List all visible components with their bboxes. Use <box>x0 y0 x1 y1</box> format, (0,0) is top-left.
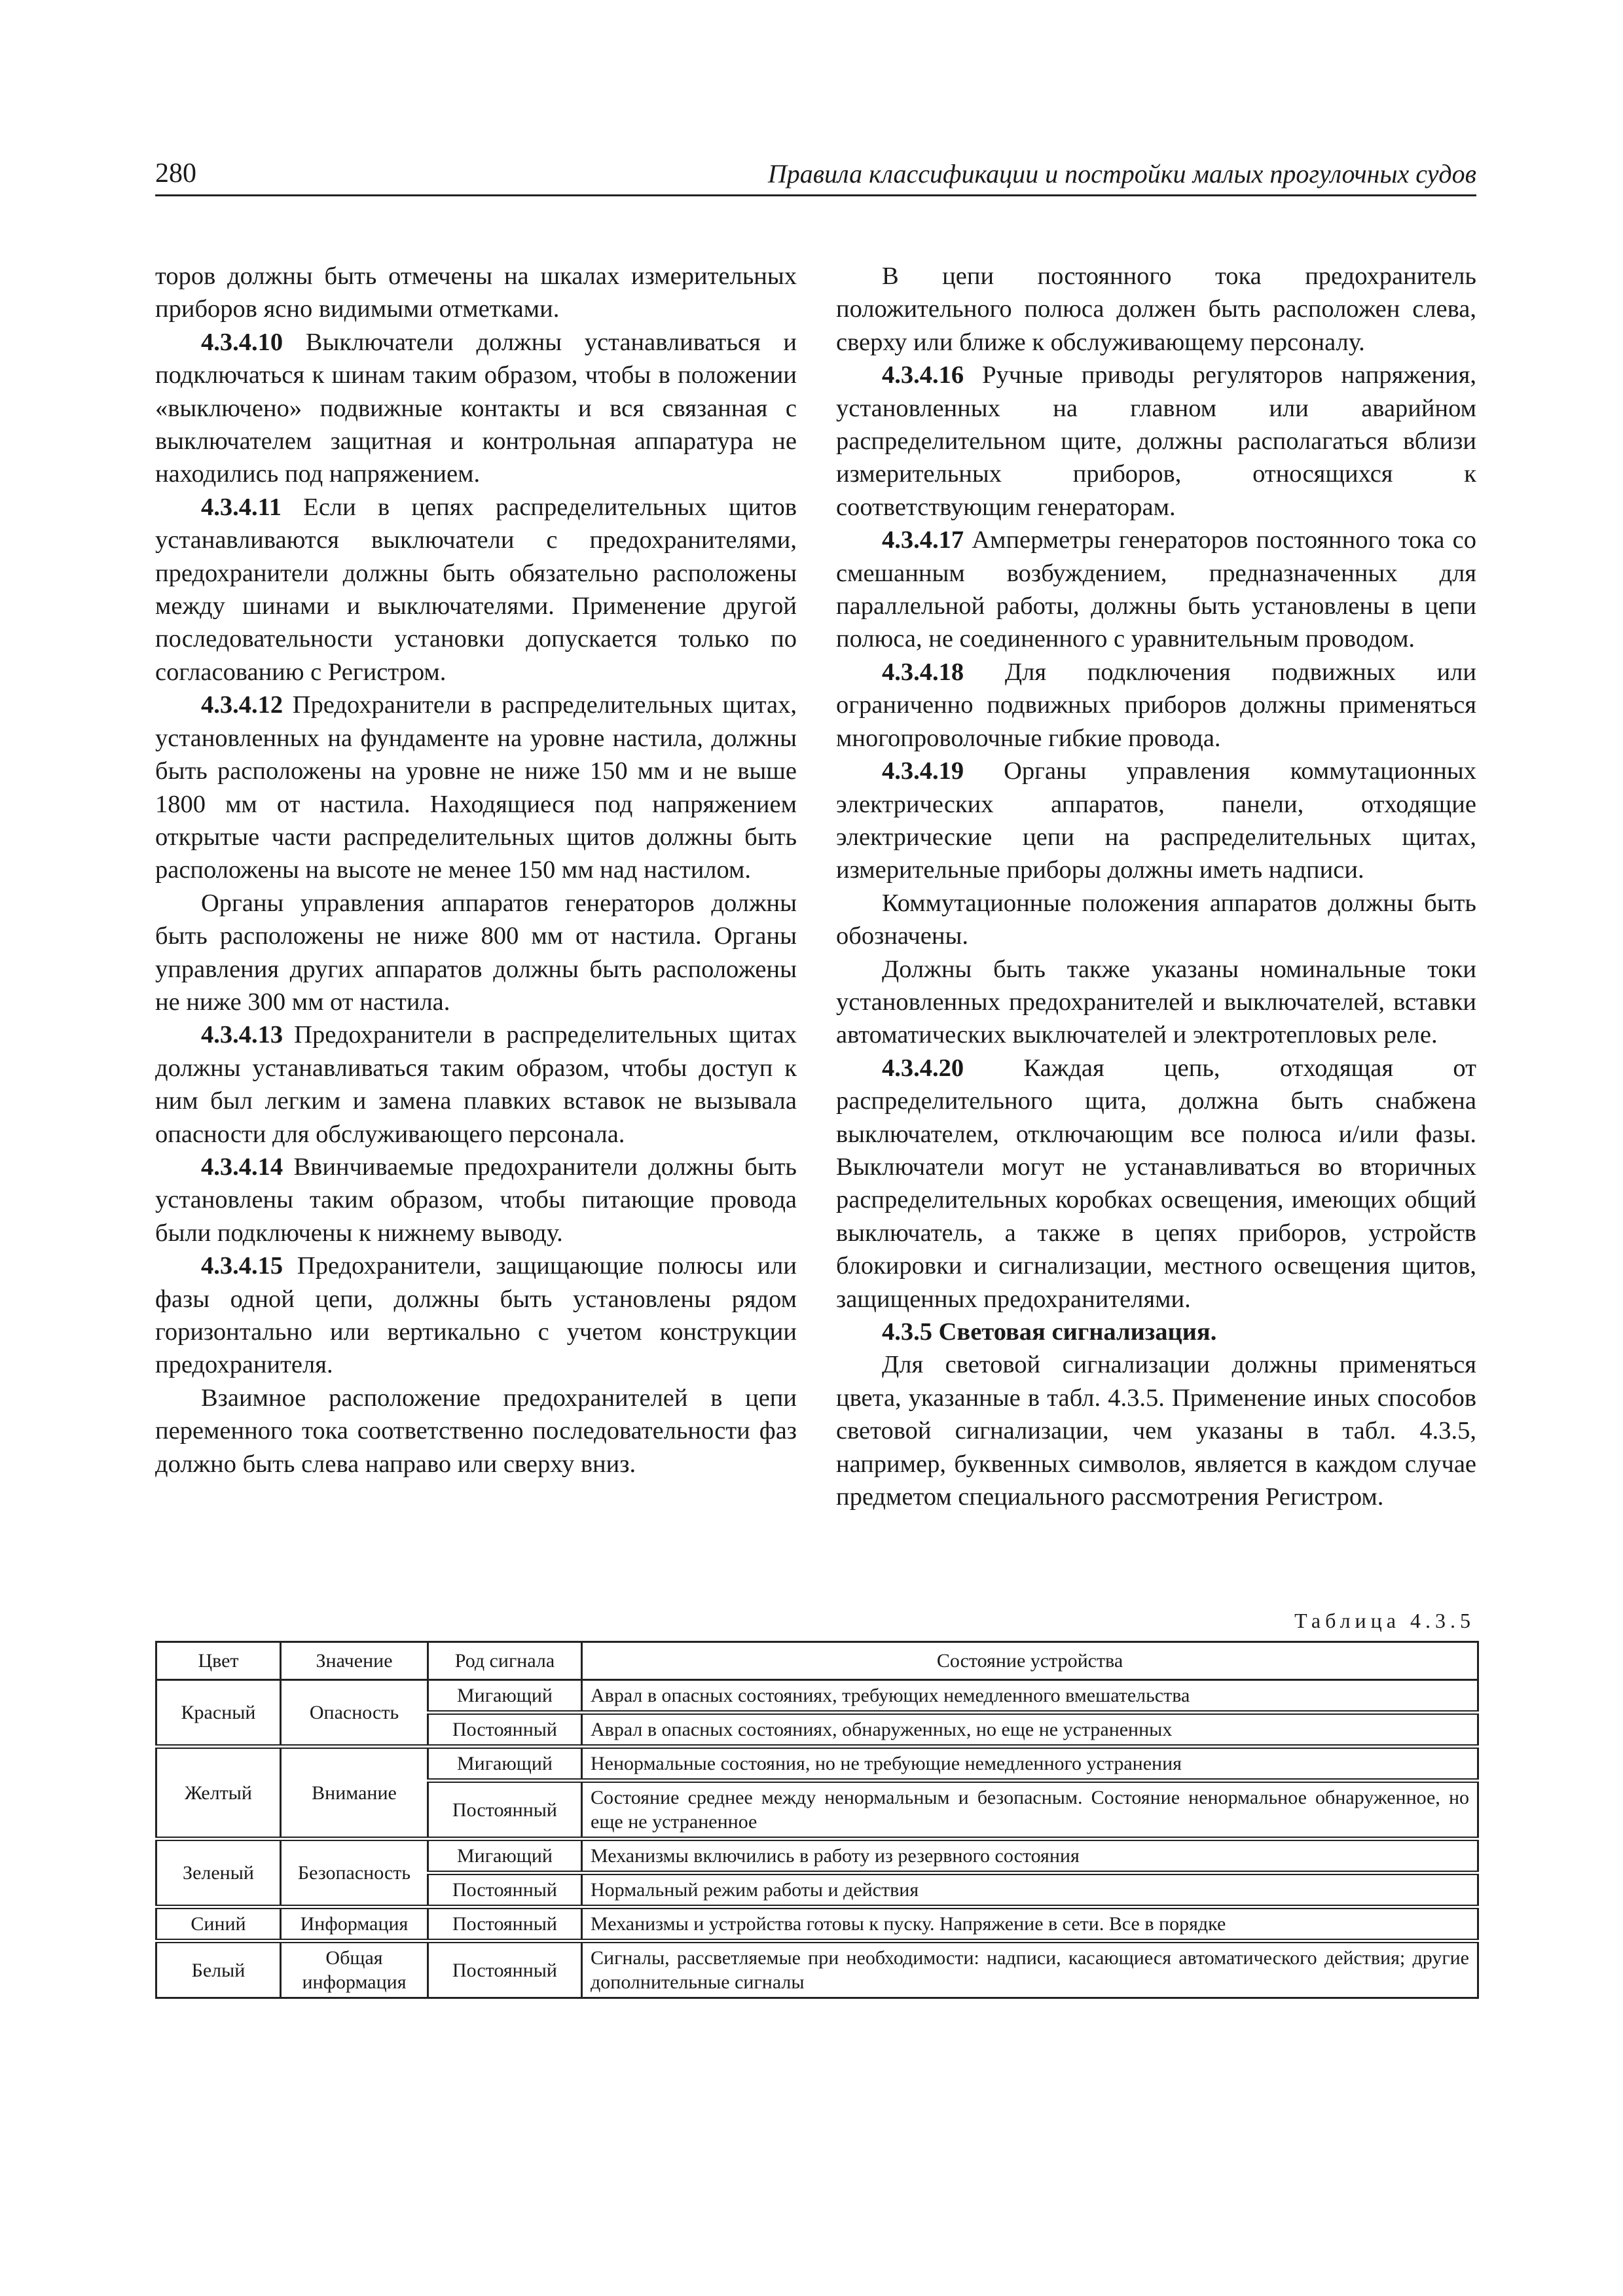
paragraph <box>155 1151 797 1249</box>
paragraph-text: Коммутационные положения аппаратов должны быть обозначены. <box>836 889 1476 950</box>
cell-color: Желтый <box>156 1747 281 1839</box>
clause-number: 4.3.4.11 <box>201 493 282 521</box>
paragraph-text: Взаимное расположение предохранителей в цепи переменного тока соответственно последовательности фаз должно быть слева направо или сверху вниз. <box>155 1384 797 1478</box>
cell-meaning: Информация <box>281 1907 428 1941</box>
paragraph-text: Для подключения подвижных или ограниченно подвижных приборов должны применяться многопроволочные гибкие провода. <box>836 658 1477 752</box>
cell-state: Аврал в опасных состояниях, требующих немедленного вмешательства <box>582 1680 1478 1713</box>
cell-signal: Постоянный <box>428 1873 582 1907</box>
signal-color-table <box>155 1641 1479 1999</box>
page-header <box>155 155 1476 196</box>
cell-signal: Мигающий <box>428 1747 582 1781</box>
cell-color: Красный <box>156 1680 281 1747</box>
paragraph <box>155 689 797 886</box>
cell-state: Ненормальные состояния, но не требующие немедленного устранения <box>582 1747 1478 1781</box>
paragraph <box>836 755 1476 887</box>
header-meaning: Значение <box>281 1642 428 1680</box>
paragraph-text: Ручные приводы регуляторов напряжения, установленных на главном или аварийном распределительном щите, должны располагаться вблизи измерительных приборов, относящихся к соответствующим генераторам. <box>836 361 1476 521</box>
paragraph-text: Ввинчиваемые предохранители должны быть установлены таким образом, чтобы питающие провода были подключены к нижнему выводу. <box>155 1153 797 1247</box>
table-row <box>156 1680 1478 1713</box>
paragraph <box>836 887 1476 953</box>
cell-meaning: Внимание <box>281 1747 428 1839</box>
cell-signal: Постоянный <box>428 1781 582 1839</box>
paragraph <box>155 1249 797 1382</box>
cell-meaning: Безопасность <box>281 1839 428 1907</box>
header-color: Цвет <box>156 1642 281 1680</box>
paragraph-text: Предохранители в распределительных щитах должны устанавливаться таким образом, чтобы доступ к ним был легким и замена плавких вставок не вызывала опасности для обслуживающего персонала. <box>155 1021 797 1148</box>
left-column <box>155 260 797 1480</box>
cell-state: Механизмы включились в работу из резервного состояния <box>582 1839 1478 1873</box>
paragraph-text: Должны быть также указаны номинальные токи установленных предохранителей и выключателей, вставки автоматических выключателей и электротепловых реле. <box>836 955 1476 1049</box>
table-title: Таблица 4.3.5 <box>1294 1609 1475 1632</box>
clause-number: 4.3.4.18 <box>882 658 964 686</box>
clause-number: 4.3.4.16 <box>882 361 964 389</box>
paragraph <box>155 326 797 491</box>
table-row <box>156 1941 1478 1998</box>
paragraph-text: Каждая цепь, отходящая от распределительного щита, должна быть снабжена выключателем, отключающим все полюса и/или фазы. Выключатели могут не устанавливаться во вторичных распределительных коробках освещения, имеющих общий выключатель, а также в цепях приборов, устройств блокировки и сигнализации, местного освещения щитов, защищенных предохранителями. <box>836 1054 1476 1313</box>
clause-number: 4.3.4.14 <box>201 1153 283 1181</box>
paragraph-text: Органы управления аппаратов генераторов должны быть расположены не ниже 800 мм от настила. Органы управления других аппаратов должны быть расположены не ниже 300 мм от настила. <box>155 889 797 1016</box>
page-number: 280 <box>155 158 196 188</box>
cell-signal: Постоянный <box>428 1713 582 1747</box>
clause-number: 4.3.4.17 <box>882 526 964 554</box>
clause-number: 4.3.4.10 <box>201 328 283 356</box>
cell-state: Механизмы и устройства готовы к пуску. Напряжение в сети. Все в порядке <box>582 1907 1478 1941</box>
header-signal: Род сигнала <box>428 1642 582 1680</box>
cell-signal: Мигающий <box>428 1839 582 1873</box>
paragraph-text: Органы управления коммутационных электрических аппаратов, панели, отходящие электрические цепи на распределительных щитах, измерительные приборы должны иметь надписи. <box>836 757 1477 884</box>
cell-state: Состояние среднее между ненормальным и безопасным. Состояние ненормальное обнаруженное, но еще не устраненное <box>582 1781 1478 1839</box>
paragraph <box>836 1316 1476 1348</box>
cell-signal: Постоянный <box>428 1907 582 1941</box>
clause-number: 4.3.4.19 <box>882 757 964 785</box>
paragraph-text: Для световой сигнализации должны применяться цвета, указанные в табл. 4.3.5. Применение иных способов световой сигнализации, чем указаны в табл. 4.3.5, например, буквенных символов, является в каждом случае предметом специального рассмотрения Регистром. <box>836 1351 1476 1511</box>
running-title: Правила классификации и постройки малых прогулочных судов <box>767 159 1476 188</box>
clause-number: 4.3.4.15 <box>201 1252 283 1280</box>
paragraph <box>836 260 1476 359</box>
table-row <box>156 1839 1478 1873</box>
cell-state: Сигналы, рассветляемые при необходимости: надписи, касающиеся автоматического действия; другие дополнительные сигналы <box>582 1941 1478 1998</box>
cell-color: Синий <box>156 1907 281 1941</box>
header-state: Состояние устройства <box>582 1642 1478 1680</box>
clause-number: 4.3.4.12 <box>201 691 283 719</box>
paragraph <box>836 656 1476 755</box>
paragraph <box>155 260 797 326</box>
paragraph <box>155 1382 797 1480</box>
cell-state: Нормальный режим работы и действия <box>582 1873 1478 1907</box>
table-row <box>156 1907 1478 1941</box>
cell-meaning: Общая информация <box>281 1941 428 1998</box>
table-header-row <box>156 1642 1478 1680</box>
paragraph <box>155 1018 797 1151</box>
clause-number: 4.3.4.20 <box>882 1054 964 1082</box>
cell-meaning: Опасность <box>281 1680 428 1747</box>
paragraph <box>155 887 797 1019</box>
cell-color: Белый <box>156 1941 281 1998</box>
paragraph <box>836 1052 1476 1316</box>
cell-signal: Мигающий <box>428 1680 582 1713</box>
section-heading: 4.3.5 Световая сигнализация. <box>882 1318 1217 1346</box>
right-column <box>836 260 1476 1513</box>
paragraph-text: Если в цепях распределительных щитов устанавливаются выключатели с предохранителями, предохранители должны быть обязательно расположены между шинами и выключателями. Применение другой последовательности установки допускается только по согласованию с Регистром. <box>155 493 797 686</box>
cell-color: Зеленый <box>156 1839 281 1907</box>
paragraph <box>836 1348 1476 1513</box>
paragraph-text: торов должны быть отмечены на шкалах измерительных приборов ясно видимыми отметками. <box>155 262 797 323</box>
clause-number: 4.3.4.13 <box>201 1021 283 1049</box>
paragraph-text: Предохранители в распределительных щитах, установленных на фундаменте на уровне настила, должны быть расположены на уровне не ниже 150 мм и не выше 1800 мм от настила. Находящиеся под напряжением открытые части распределительных щитов должны быть расположены на высоте не менее 150 мм над настилом. <box>155 691 797 884</box>
table-row <box>156 1747 1478 1781</box>
paragraph <box>836 524 1476 656</box>
paragraph-text: Выключатели должны устанавливаться и подключаться к шинам таким образом, чтобы в положении «выключено» подвижные контакты и вся связанная с выключателем защитная и контрольная аппаратура не находились под напряжением. <box>155 328 797 488</box>
cell-state: Аврал в опасных состояниях, обнаруженных, но еще не устраненных <box>582 1713 1478 1747</box>
paragraph <box>836 953 1476 1052</box>
cell-signal: Постоянный <box>428 1941 582 1998</box>
paragraph-text: В цепи постоянного тока предохранитель положительного полюса должен быть расположен слева, сверху или ближе к обслуживающему персоналу. <box>836 262 1476 356</box>
paragraph <box>155 491 797 689</box>
paragraph-text: Амперметры генераторов постоянного тока со смешанным возбуждением, предназначенных для параллельной работы, должны быть установлены в цепи полюса, не соединенного с уравнительным проводом. <box>836 526 1477 653</box>
paragraph-text: Предохранители, защищающие полюсы или фазы одной цепи, должны быть установлены рядом горизонтально или вертикально с учетом конструкции предохранителя. <box>155 1252 797 1379</box>
paragraph <box>836 359 1476 524</box>
table-body <box>156 1680 1478 1998</box>
